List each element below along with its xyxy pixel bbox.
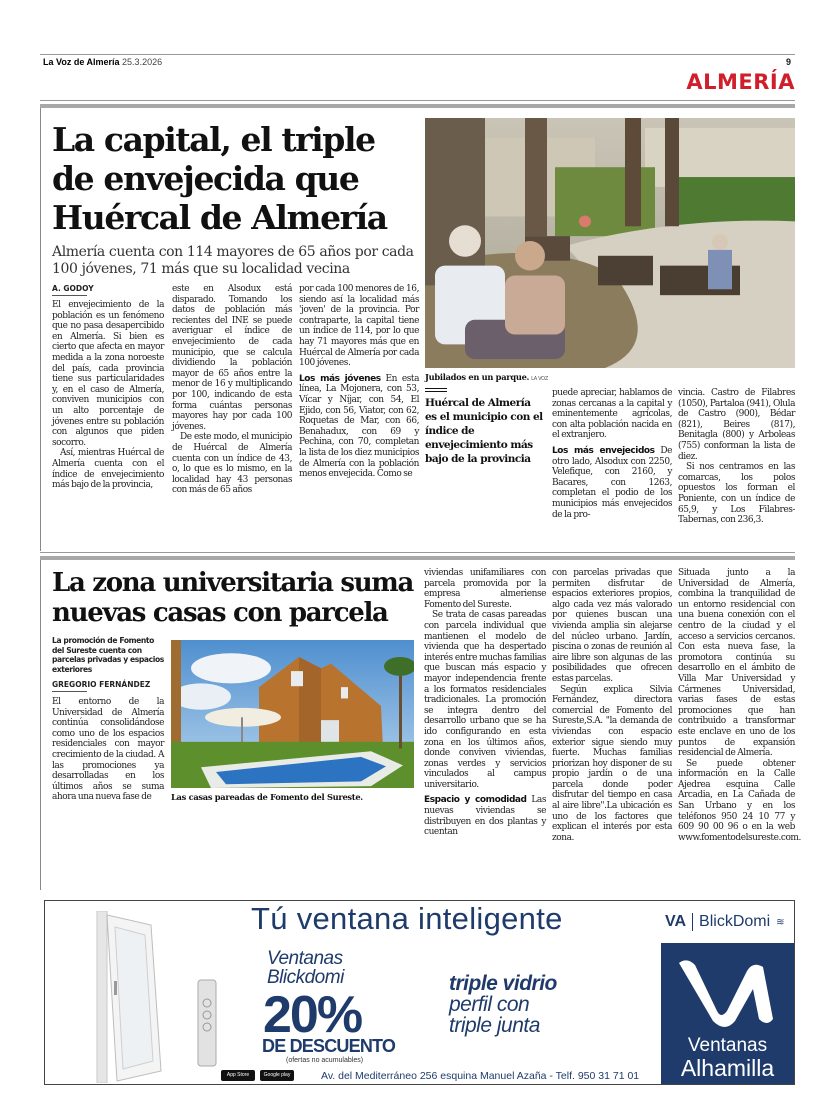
- article2-headline: La zona universitaria suma nuevas casas con parcela: [52, 568, 414, 628]
- paragraph: viviendas unifamiliares con parcela promovida por la empresa almeriense Fomento del Sureste.: [424, 568, 546, 610]
- article1-column-1: [52, 300, 164, 491]
- ad-feature: triple vidrio: [449, 972, 557, 995]
- va-logo-icon: [673, 953, 783, 1031]
- ad-brand-line1: Ventanas: [267, 948, 343, 969]
- subhead-mas-jovenes: Los más jóvenes: [299, 373, 381, 384]
- section-title: ALMERÍA: [686, 70, 795, 94]
- paragraph: este en Alsodux está disparado. Tomando los datos de población más recientes del INE se puede averiguar el índice de envejecimiento de cada municipio, que se calcula dividiendo la población mayor de 65 años entre la menor de 16 y multiplicando por 100, indicando de esta forma cuántas personas mayores hay por cada 100 jóvenes.: [172, 284, 292, 432]
- article2-column-2: [424, 568, 546, 838]
- article-divider: [40, 552, 795, 553]
- paragraph: [299, 374, 419, 480]
- article2-subdeck: La promoción de Fomento del Sureste cuenta con parcelas privadas y espacios exteriores: [52, 636, 164, 674]
- subhead-espacio-comodidad: Espacio y comodidad: [424, 795, 527, 806]
- advertisement-ventanas-alhamilla[interactable]: [44, 900, 795, 1085]
- paragraph: [424, 795, 546, 837]
- article1-column-5: [678, 388, 795, 526]
- page-number: 9: [786, 57, 792, 67]
- article2-photo-caption: Las casas pareadas de Fomento del Sureste.: [171, 792, 363, 802]
- paragraph-text: Las nuevas viviendas se distribuyen en dos plantas y cuentan: [424, 795, 546, 838]
- va-logo-mark: VA: [665, 913, 687, 930]
- paragraph: puede apreciar, hablamos de zonas cercanas a la capital y eminentemente agrícolas, con alta población nacida en el extranjero.: [552, 388, 672, 441]
- ad-address: Av. del Mediterráneo 256 esquina Manuel Azaña - Telf. 950 31 71 01: [321, 1070, 640, 1082]
- article1-column-2: [172, 284, 292, 496]
- ad-brand-line2: Blickdomi: [267, 967, 344, 988]
- ad-discount: 20%: [263, 986, 362, 1044]
- article1-photo-caption: [425, 372, 548, 384]
- paragraph: por cada 100 menores de 16, siendo así la localidad más 'joven' de la provincia. Por contraparte, la capital tiene un índice de 114, por lo que hay 71 mayores más que en Huércal de Almería por cada 100 jóvenes.: [299, 284, 419, 369]
- article2-column-4: [678, 568, 801, 843]
- paragraph: Así, mientras Huércal de Almería cuenta con el índice de envejecimiento más bajo de la provincia,: [52, 448, 164, 491]
- paragraph: con parcelas privadas que permiten disfrutar de espacios exteriores propios, algo cada vez más valorado por quienes buscan una vivienda amplia sin alejarse del núcleo urbano. Jardín, piscina o zonas de reunión al aire libre son algunas de las posibilidades que ofrecen estas parcelas.: [552, 568, 672, 684]
- paragraph-text: En esta línea, La Mojonera, con 53, Vícar y Níjar, con 54, El Ejido, con 56, Viator, con 62, Roquetas de Mar, con 66, Benahadux, con 69 y Pechina, con 70, completan la lista de los diez municipios de Almería con la población menos envejecida. Como se: [299, 373, 419, 480]
- paragraph: vincia. Castro de Filabres (1050), Partaloa (941), Olula de Castro (900), Bédar (821), Beires (817), Benitagla (800) y Arboleas (755) conforman la lista de diez.: [678, 388, 795, 462]
- paragraph: El envejecimiento de la población es un fenómeno que no pasa desapercibido en Almería. Si bien es cierto que afecta en mayor medida a la zona noroeste del país, cada provincia tiene sus particularidades y, en el caso de Almería, conviven municipios con un alto porcentaje de jóvenes entre su población con algunos que piden socorro.: [52, 300, 164, 448]
- left-rule: [40, 108, 41, 551]
- pullquote-mark: [425, 388, 447, 392]
- remote-control-icon: [197, 979, 217, 1067]
- top-rule: [40, 54, 795, 55]
- article1-byline: A. GODOY: [52, 284, 94, 293]
- article1-headline: La capital, el triple de envejecida que Huércal de Almería: [52, 120, 387, 237]
- byline-rule: [52, 295, 87, 296]
- logo-divider: [692, 913, 693, 931]
- left-rule-2: [40, 560, 41, 890]
- article1-pullquote: Huércal de Almería es el municipio con el índice de envejecimiento más bajo de la provincia: [425, 397, 543, 465]
- paragraph: [552, 446, 672, 520]
- paragraph: Se trata de casas pareadas con parcela individual que mantienen el modelo de vivienda que ha despertado interés entre muchas familias que buscan más espacio y mayor independencia frente a los formatos residenciales tradicionales. La promoción se integra dentro del desarrollo urbano que se ha ido configurando en esta zona en los últimos años, donde conviven viviendas, zonas verdes y servicios vinculados al campus universitario.: [424, 610, 546, 790]
- masthead: [43, 57, 162, 67]
- article-divider-bar: [40, 556, 795, 560]
- article1-column-4: [552, 388, 672, 520]
- ad-features: [449, 973, 557, 1036]
- ad-discount-label: DE DESCUENTO: [262, 1036, 396, 1056]
- paragraph: Situada junto a la Universidad de Almería, combina la tranquilidad de un entorno residencial con una buena conexión con el centro de la ciudad y el acceso a servicios cercanos. Con esta nueva fase, la promotora continúa su desarrollo en el ámbito de Villa Mar Universidad y Cármenes Universidad, varias fases de estas promociones que han contribuido a transformar este enclave en uno de los puntos de expansión residencial de Almería.: [678, 568, 795, 759]
- window-product-icon: [89, 911, 175, 1083]
- google-play-badge[interactable]: Google play: [260, 1070, 294, 1081]
- wifi-icon: ≋: [776, 916, 785, 928]
- subhead-mas-envejecidos: Los más envejecidos: [552, 445, 655, 456]
- ad-feature: perfil con: [449, 993, 530, 1016]
- article1-column-3: [299, 284, 419, 480]
- paragraph: El entorno de la Universidad de Almería continúa consolidándose como uno de los espacios residenciales con mayor crecimiento de la ciudad. A las promociones ya desarrolladas en los últimos años se suma ahora una nueva fase de: [52, 697, 164, 803]
- byline-rule: [52, 691, 87, 692]
- blickdomi-logo: BlickDomi: [699, 913, 771, 930]
- logo-ventanas: Ventanas: [687, 1035, 768, 1056]
- publication-name: La Voz de Almería: [43, 57, 120, 67]
- paragraph: Se puede obtener información en la Calle Ajedrea esquina Calle Arcadia, en La Cañada de San Urbano y en los teléfonos 950 24 10 77 y 609 90 00 96 o en la web www.fomentodelsureste.com.: [678, 758, 801, 843]
- ventanas-alhamilla-logo: [661, 943, 794, 1084]
- caption-text: Jubilados en un parque.: [425, 372, 530, 382]
- paragraph: De este modo, el municipio de Huércal de Almería cuenta con un índice de 43, o, lo que es lo mismo, en la localidad hay 43 personas con más de 65 años: [172, 432, 292, 496]
- paragraph: Si nos centramos en las comarcas, los polos opuestos los forman el Poniente, con un índice de 65,9, y Los Filabres-Tabernas, con 236,3.: [678, 462, 795, 526]
- section-rule: [40, 100, 795, 101]
- ad-title: Tú ventana inteligente: [251, 901, 563, 936]
- photo-retirees-park: [425, 118, 795, 368]
- ad-note: (ofertas no acumulables): [286, 1057, 364, 1064]
- houses-photo-illustration: [171, 640, 414, 788]
- article1-deck: Almería cuenta con 114 mayores de 65 años por cada 100 jóvenes, 71 más que su localidad vecina: [52, 244, 414, 277]
- section-bar: [40, 104, 795, 108]
- article2-column-3: [552, 568, 672, 843]
- paragraph: Según explica Silvia Fernández, directora comercial de Fomento del Sureste,S.A. "la demanda de viviendas con espacio exterior sigue siendo muy fuerte. Muchas familias priorizan hoy disponer de su propio jardín o de una parcela donde poder disfrutar del tiempo en casa al aire libre".La ubicación es uno de los factores que explican el interés por esta zona.: [552, 684, 672, 843]
- article2-column-1: [52, 697, 164, 803]
- photo-houses-pool: [171, 640, 414, 788]
- photo-credit: LA VOZ: [531, 376, 548, 382]
- app-store-badge[interactable]: App Store: [221, 1070, 255, 1081]
- logo-alhamilla: Alhamilla: [680, 1055, 775, 1081]
- ad-feature: triple junta: [449, 1014, 540, 1037]
- park-photo-illustration: [425, 118, 795, 368]
- issue-date: 25.3.2026: [122, 57, 163, 67]
- article2-byline: GREGORIO FERNÁNDEZ: [52, 680, 151, 689]
- ad-logo-header: [665, 913, 785, 931]
- paragraph-text: De otro lado, Alsodux con 2250, Velefique, con 2160, y Bacares, con 1263, completan el podio de los municipios más envejecidos de la pro-: [552, 445, 672, 520]
- ad-brand: [267, 949, 344, 987]
